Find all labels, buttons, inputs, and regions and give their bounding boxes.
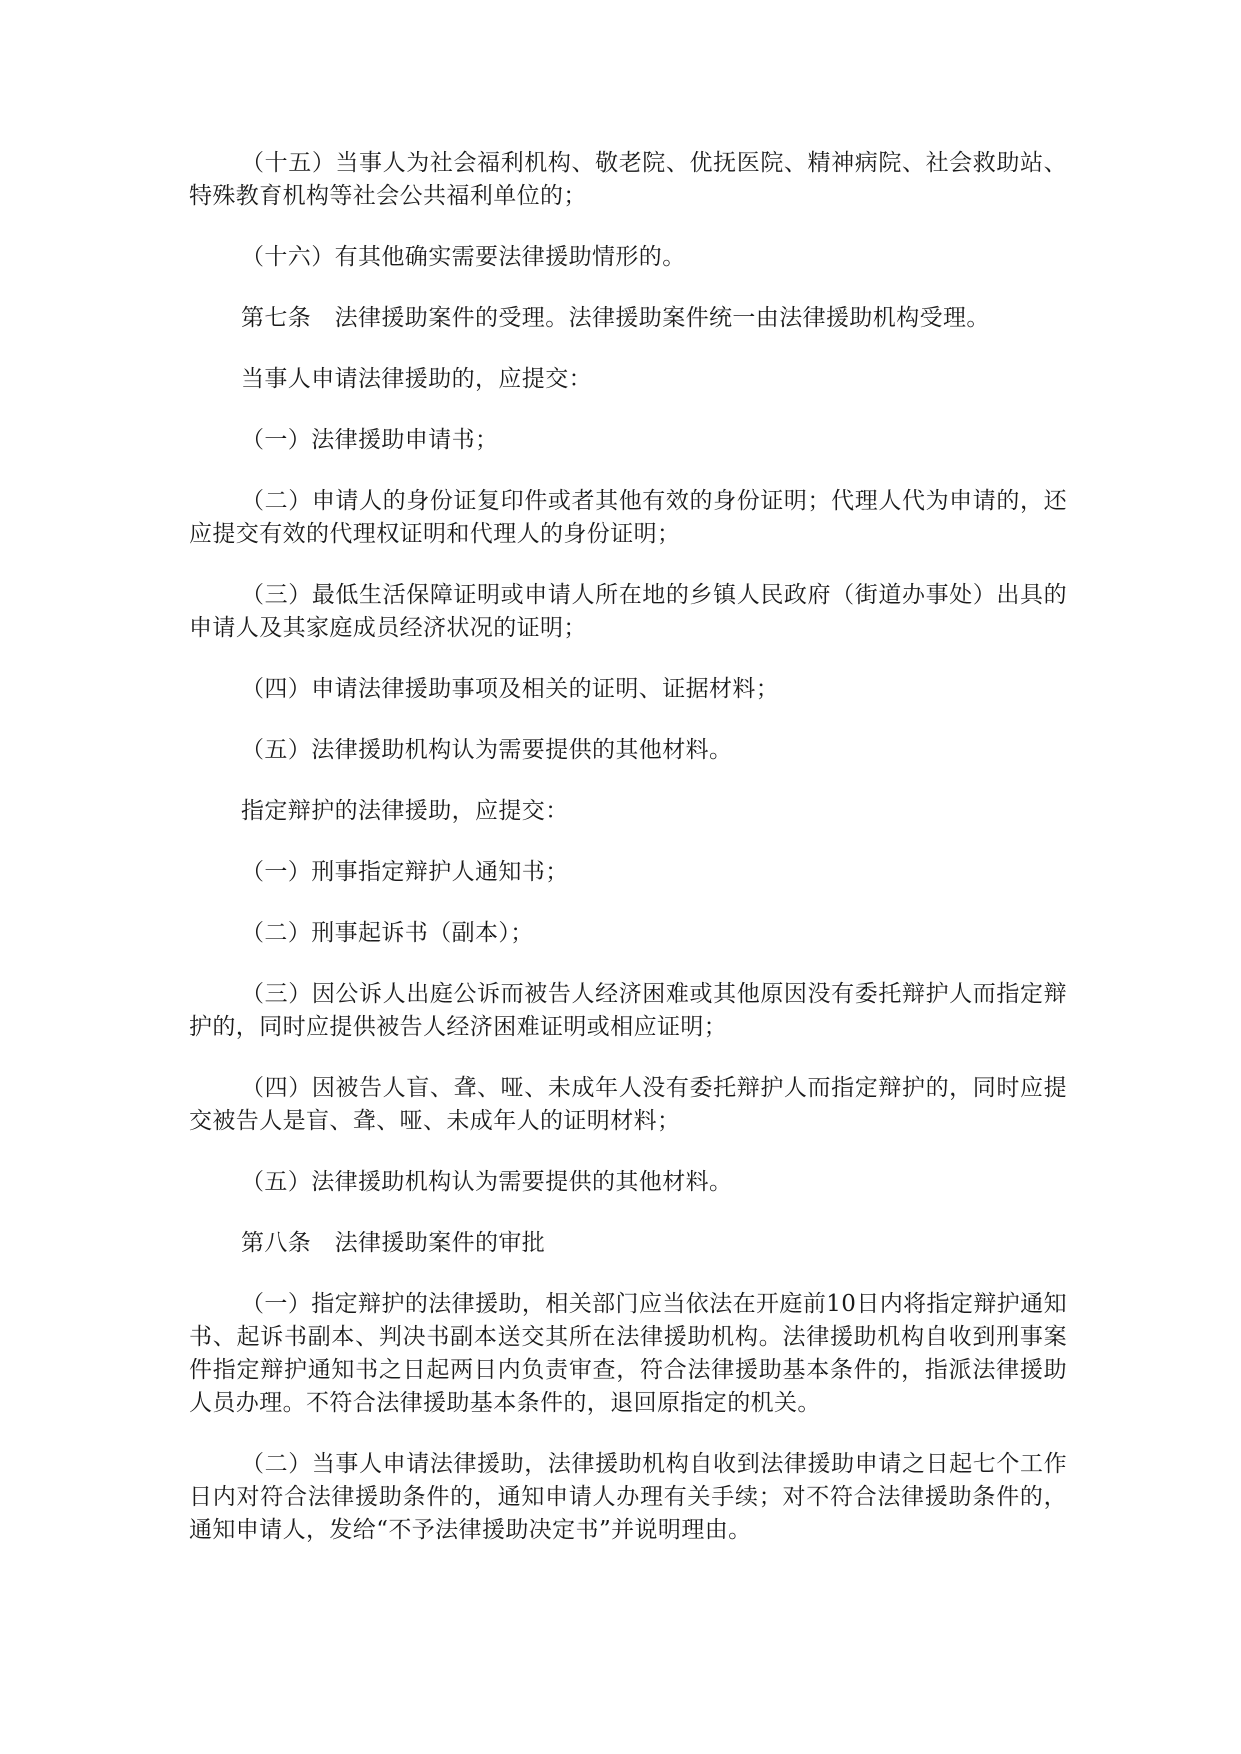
article-7-heading: 第七条 法律援助案件的受理。法律援助案件统一由法律援助机构受理。: [241, 305, 990, 331]
application-item-1: （一）法律援助申请书；: [241, 427, 499, 453]
application-item-3: （三）最低生活保障证明或申请人所在地的乡镇人民政府（街道办事处）出具的申请人及其家庭成员经济状况的证明；: [189, 582, 1067, 641]
appointed-defense-item-3: （三）因公诉人出庭公诉而被告人经济困难或其他原因没有委托辩护人而指定辩护的，同时应提供被告人经济困难证明或相应证明；: [189, 981, 1067, 1040]
application-item-5: （五）法律援助机构认为需要提供的其他材料。: [241, 737, 733, 763]
paragraph-item-16: （十六）有其他确实需要法律援助情形的。: [241, 244, 686, 270]
application-item-2: （二）申请人的身份证复印件或者其他有效的身份证明；代理人代为申请的，还应提交有效的代理权证明和代理人的身份证明；: [189, 488, 1067, 547]
approval-item-1: （一）指定辩护的法律援助，相关部门应当依法在开庭前10日内将指定辩护通知书、起诉书副本、判决书副本送交其所在法律援助机构。法律援助机构自收到刑事案件指定辩护通知书之日起两日内负责审查，符合法律援助基本条件的，指派法律援助人员办理。不符合法律援助基本条件的，退回原指定的机关。: [189, 1291, 1067, 1416]
approval-item-2: （二）当事人申请法律援助，法律援助机构自收到法律援助申请之日起七个工作日内对符合法律援助条件的，通知申请人办理有关手续；对不符合法律援助条件的，通知申请人，发给“不予法律援助决定书”并说明理由。: [189, 1451, 1067, 1543]
appointed-defense-item-5: （五）法律援助机构认为需要提供的其他材料。: [241, 1169, 733, 1195]
application-item-4: （四）申请法律援助事项及相关的证明、证据材料；: [241, 676, 780, 702]
appointed-defense-intro: 指定辩护的法律援助，应提交：: [241, 798, 569, 824]
appointed-defense-item-1: （一）刑事指定辩护人通知书；: [241, 859, 569, 885]
paragraph-item-15: （十五）当事人为社会福利机构、敬老院、优抚医院、精神病院、社会救助站、特殊教育机构等社会公共福利单位的；: [189, 150, 1067, 209]
article-8-heading: 第八条 法律援助案件的审批: [241, 1230, 546, 1256]
appointed-defense-item-2: （二）刑事起诉书（副本）；: [241, 920, 534, 946]
document-body: [189, 147, 1067, 1575]
appointed-defense-item-4: （四）因被告人盲、聋、哑、未成年人没有委托辩护人而指定辩护的，同时应提交被告人是盲、聋、哑、未成年人的证明材料；: [189, 1075, 1067, 1134]
application-materials-intro: 当事人申请法律援助的，应提交：: [241, 366, 592, 392]
